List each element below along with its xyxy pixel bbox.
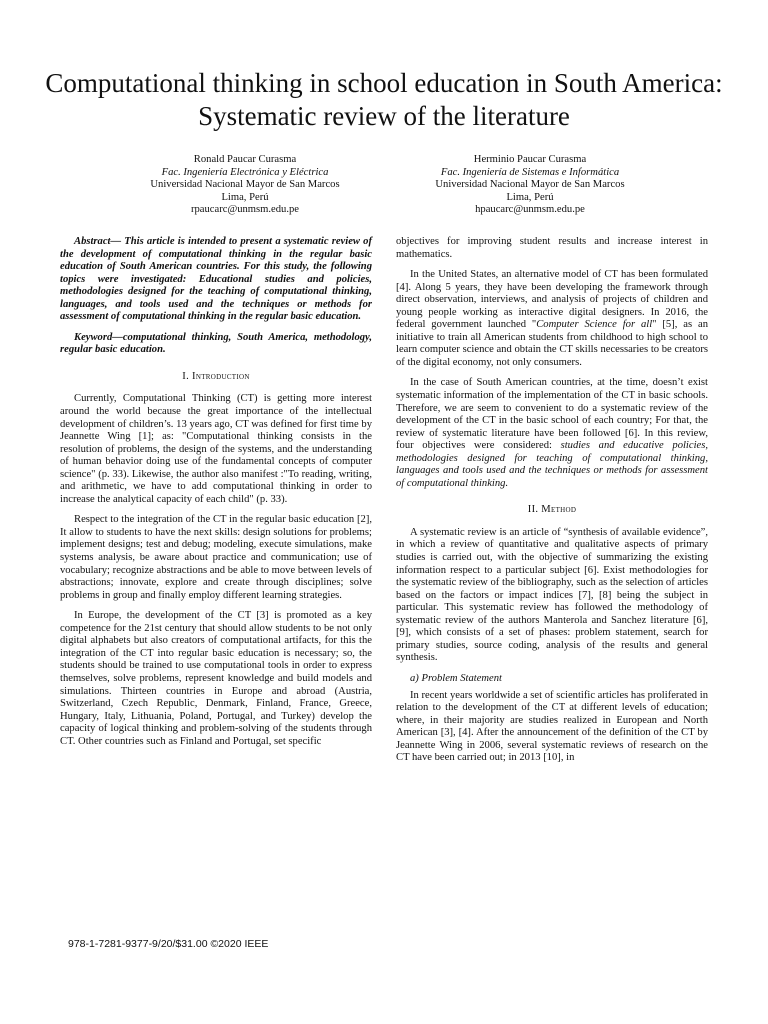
author-university: Universidad Nacional Mayor de San Marcos [150, 179, 340, 191]
text-run: In the case of South American countries, at the time, doesn’t exist systematic information of the implementation of the CT in basic schools. Therefore, we are seem to convenient to do a systematic review of the development of the CT in the basic school of each country; For that, the review of systematic literature have been followed [6]. In this review, four objectives were considered: [396, 377, 708, 452]
text-run: " [5], as an initiative to train all American students from childhood to high school to learn computer science and obtain the CT skills necessaries to be creators of the digital economy, not only consumers. [396, 319, 708, 368]
paragraph [396, 269, 708, 369]
author-faculty: Fac. Ingeniería Electrónica y Eléctrica [161, 166, 329, 178]
author-city: Lima, Perú [221, 191, 269, 203]
text-run: In the United States, an alternative model of CT has been formulated [4]. Along 5 years, they have been developing the framework through direct observation, interviews, and analysis of projects of children and young people working as interactive digital designers. In 2016, the federal government launched " [396, 269, 708, 331]
paper-title: Computational thinking in school education in South America: Systematic review of the literature [45, 68, 723, 131]
section-heading-method: II. Method [527, 504, 577, 516]
paragraph: objectives for improving student results and increase interest in mathematics. [396, 236, 708, 260]
left-column [60, 236, 372, 756]
author-name: Ronald Paucar Curasma [193, 154, 297, 165]
paragraph: In Europe, the development of the CT [3] is promoted as a key competence for the 21st century that should allow students to be not only digital alphabets but also creators of computational artifacts, for this the integration of the CT into regular basic education is necessary; so, the students should be trained to use computational tools in order to express themselves, solve problems, represent knowledge and build models and simulations. Thirteen countries in Europe and abroad (Austria, Switzerland, Czech Republic, Denmark, Finland, France, Greece, Hungary, Italy, Lithuania, Poland, Portugal, and Turkey) develop the capacity of logical thinking and problem-solving of the students through CT. Other countries such as Finland and Portugal, set specific [60, 610, 372, 747]
paragraph: A systematic review is an article of “synthesis of available evidence”, in which a review of quantitative and qualitative aspects of primary studies is carried out, with the objective of summarizing the existing information respect to a particular subject [6]. Exist methodologies for the systematic review of the bibliography, such as the selection of articles based on the factors or impact indices [7], [8] being the subject in particular. This systematic review has followed the methodology of systematic review of the authors Manterola and Sanchez literature [6], [9], which consists of a set of phases: problem statement, search for primary studies, source coding, analysis of the results and general synthesis. [396, 526, 708, 664]
author-faculty: Fac. Ingeniería de Sistemas e Informática [440, 166, 620, 178]
right-column [396, 236, 708, 773]
paragraph: Respect to the integration of the CT in the regular basic education [2], It allow to students to have the next skills: design solutions for problems; implement designs; test and debug; modeling, execute simulations, make systems analysis, be aware about practice and communication; use of vocabulary; recognize abstractions and be able to move between levels of abstractions; innovate, explore and create through disciplines; solve problems in group and finally employ different learning strategies. [60, 514, 372, 601]
copyright-footer: 978-1-7281-9377-9/20/$31.00 ©2020 IEEE [68, 938, 269, 950]
abstract: Abstract— This article is intended to present a systematic review of the development of computational thinking in the regular basic education of South American countries. For this study, the following topics were investigated: Educational studies and policies, methodologies designed for the teaching of computational thinking, languages, and tools used and the techniques or methods for assessment of computational thinking in the regular basic education. [60, 236, 372, 323]
author-email: rpaucarc@unmsm.edu.pe [190, 204, 299, 216]
author-2 [380, 154, 680, 217]
section-heading-introduction: I. Introduction [182, 370, 250, 382]
paragraph: In recent years worldwide a set of scientific articles has proliferated in relation to the development of the CT at different levels of education; where, in their majority are studies realized in European and North American [3], [4]. After the announcement of the definition of the CT by Jeannette Wing in 2006, several systematic reviews of research on the CT have been carried out; in 2013 [10], in [396, 689, 708, 764]
author-university: Universidad Nacional Mayor de San Marcos [435, 179, 625, 191]
objectives-text: studies and educative policies, methodologies designed for teaching of computational thinking, languages and tools used and the techniques or methods for assessment of computational thinking. [396, 440, 708, 489]
author-city: Lima, Perú [506, 191, 554, 203]
subsection-heading: a) Problem Statement [410, 672, 502, 684]
initiative-name: Computer Science for all [536, 319, 653, 331]
paragraph: Currently, Computational Thinking (CT) is getting more interest around the world because the great importance of the intellectual development of children’s. 13 years ago, CT was defined for first time by Jeannette Wing [1]; as: "Computational thinking consists in the resolution of problems, the design of the systems, and the understanding of human behavior doing use of the fundamental concepts of computer science" (p. 33). Likewise, the author also manifest :"To reading, writing, and arithmetic, we have to add computational thinking in order to increase the analytical capacity of each child" (p. 33). [60, 393, 372, 505]
paragraph [396, 377, 708, 490]
keywords: Keyword—computational thinking, South America, methodology, regular basic education. [60, 331, 372, 356]
author-email: hpaucarc@unmsm.edu.pe [475, 204, 585, 216]
author-name: Herminio Paucar Curasma [473, 154, 587, 165]
author-1 [95, 154, 395, 217]
